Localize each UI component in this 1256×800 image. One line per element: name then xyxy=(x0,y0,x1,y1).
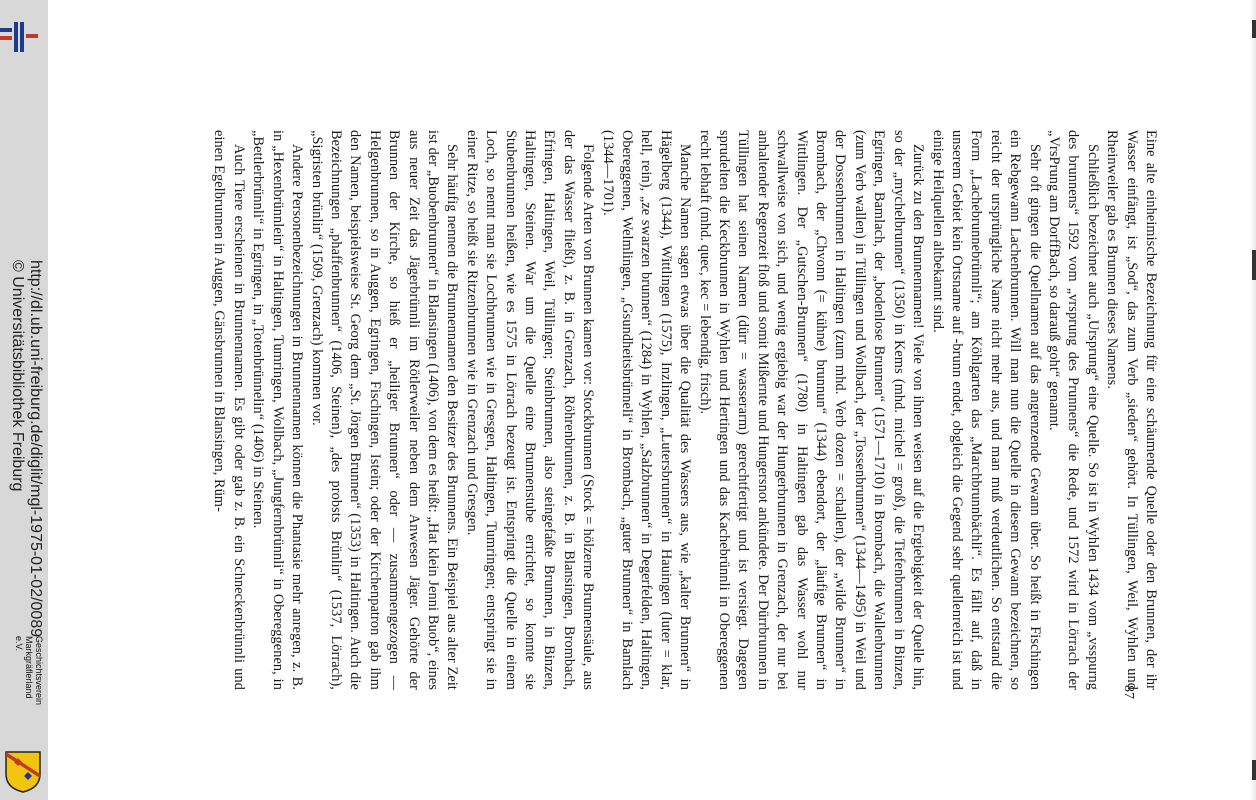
paragraph: Folgende Arten von Brunnen kamen vor: Stockbrunnen (Stock = hölzerne Brunnensäule, aus der das Wasser fließt), z. B. in Grenzach, Röhrenbrunnen, z. B. in Blansingen, Brombach, Efringen, Haltingen, Weil, Tüllingen; Steinbrunnen, also steingefaßte Brunnen, in Binzen, Haltingen, Steinen. War um die Quelle eine Brunnenstube errichtet, so konnte sie Stubenbrunnen heißen, wie es 1575 in Lörrach bezeugt ist. Entspringt die Quelle in einem Loch, so nennt man sie Lochbrunnen wie in Gresgen, Haltingen, Tumringen; entspringt sie in einer Ritze, so heißt sie Ritzenbrunnen wie in Grenzach und Gresgen. xyxy=(463,130,597,690)
society-name xyxy=(14,636,44,705)
paragraph: Schließlich bezeichnet auch „Ursprung“ eine Quelle. So ist in Wyhlen 1434 vom „vsspurng des brunnens“ 1592 vom „vrsprung des Prunnens“ die Rede, und 1572 wird in Lörrach der „VrsPrung am DorffBach, so darauß goht“ genannt. xyxy=(1045,130,1101,690)
edge-mark xyxy=(1252,20,1256,38)
paragraph: Andere Personenbezeichnungen in Brunnennamen können die Phantasie mehr anregen, z. B. in „Hexenbrünnlein“ in Haltingen, Tumringen, Wollbach, „Jungfernbrünnli“ in Obereggenen, in „Bettlerbrünnli“ in Egringen, in „Totenbrünnelin“ (1406) in Steinen. xyxy=(250,130,306,690)
edge-mark xyxy=(1252,760,1256,780)
society-crest-icon xyxy=(2,748,44,794)
scanned-page xyxy=(200,130,1160,740)
paragraph: Sehr häufig nennen die Brunnennamen den Besitzer des Brunnens. Ein Beispiel aus alter Zeit ist der „Buobenbrunnen“ in Blansingen (1406), von dem es heißt: „Hat klein Jenni Buob“, eines aus neuer Zeit das Jägerbrünnli im Rötlerweiler neben dem Anwesen Jäger. Gehörte der Brunnen der Kirche, so hieß er „heiliger Brunnen“ oder — zusammengezogen — Helgenbrunnen, so in Auggen, Egringen, Fischingen, Istein; oder der Kirchenpatron gab ihm den Namen, beispielsweise St. Georg dem „St. Jörgen Brunnen“ (1353) in Haltingen. Auch die Bezeichnungen „phaffenbrunnen“ (1406, Steinen), „des probsts Brünlin“ (1537, Lörrach), „Sigristen brünlin“ (1509, Grenzach) kommen vor. xyxy=(308,130,461,690)
society-line-1: Geschichtsverein xyxy=(34,636,44,706)
paragraph: Auch Tiere erscheinen in Brunnennamen. Es gibt oder gab z. B. ein Schneckenbrünnli und einen Egelbrunnen in Auggen, Gänsbrunnen in Blansingen, Rüm- xyxy=(211,130,247,690)
paragraph: Sehr oft gingen die Quellnamen auf das angrenzende Gewann über. So heißt in Fischingen ein Rebgewann Lachenbrunnen. Will man nun die Quelle in diesem Gewann bezeichnen, so reicht der ursprüngliche Name nicht mehr aus, und man muß verdeutlichen. So entstand die Form „Lachebrunnebrünnli“; am Köhlgarten das „Marchbrunnbächli“. Es fällt auf, daß in unserem Gebiet kein Ortsname auf -brunn endet, obgleich die Gegend sehr quellenreich ist und einige Heilquellen altbekannt sind. xyxy=(929,130,1043,690)
page-body xyxy=(209,130,1160,690)
permalink-url[interactable]: http://dl.ub.uni-freiburg.de/diglit/mgl-1975-01-02/0089 xyxy=(27,260,44,638)
society-line-2: Markgräflerland e.V. xyxy=(14,636,34,699)
repository-logo-icon xyxy=(0,22,40,52)
paragraph: Eine alte einheimische Bezeichnung für eine schäumende Quelle oder den Brunnen, der ihr Wasser einfängt, ist „Sod“, das zum Verb „sieden“ gehört. In Tüllingen, Weil, Wyhlen und Rheinweiler gab es Brunnen dieses Namens. xyxy=(1104,130,1159,690)
page-number: 87 xyxy=(1121,685,1136,699)
copyright-line: © Universitätsbibliothek Freiburg xyxy=(9,260,26,492)
permalink-caption xyxy=(8,260,44,637)
paragraph: Manche Namen sagen etwas über die Qualität des Wassers aus, wie „kalter Brunnen“ in Hägelberg (1344), Wittlingen (1575), Inzlingen, „Lutersbrunnen“ in Hauingen (luter = klar, hell, rein), „ze swarzen brunnen“ (1284) in Wyhlen, „Salzbrunnen“ in Degerfelden, Haltingen, Obereggenen, Welmlingen, „Gsundheitsbrünneli“ in Brombach, „guter Brunnen“ in Bamlach (1344—1701). xyxy=(599,130,694,690)
edge-mark xyxy=(1252,250,1256,280)
viewer-side-strip xyxy=(0,0,48,800)
paragraph: Zurück zu den Brunnennamen! Viele von ihnen weisen auf die Ergiebigkeit der Quelle hin, so der „mychelbrunnen“ (1350) in Kems (mhd. michel = groß), die Tiefenbrunnen in Binzen, Egringen, Bamlach, der „bodenlose Brunnen“ (1571—1710) in Brombach, die Wallenbrunnen (zum Verb wallen) in Tüllingen und Wollbach, der „Tossenbrunnen“ (1344—1495) in Weil und der Dossenbrunnen in Haltingen (zum mhd. Verb dozen = schallen), der „wilde Brunnen“ in Brombach, der „Chvonn (= kühne) brunnun“ (1344) ebendort, der „läufige Brunnen“ in Wittlingen. Der „Gutschen-Brunnen“ (1780) in Haltingen gab das Wasser wohl nur schwallweise von sich, und wenig ergiebig war der Hungerbrunnen in Grenzach, der nur bei anhaltender Regenzeit floß und somit Mißernte und Hungersnot ankündete. Der Dürrbrunnen in Tüllingen hat seinen Namen (dürr = wasserarm) gerechtfertigt und ist versiegt. Dagegen sprudelten die Keckbrunnen in Wyhlen und Hertingen und das Kachebrünnli in Obereggenen recht lebhaft (mhd. quec, kec = lebendig, frisch). xyxy=(696,130,927,690)
page-edge xyxy=(1250,0,1256,800)
